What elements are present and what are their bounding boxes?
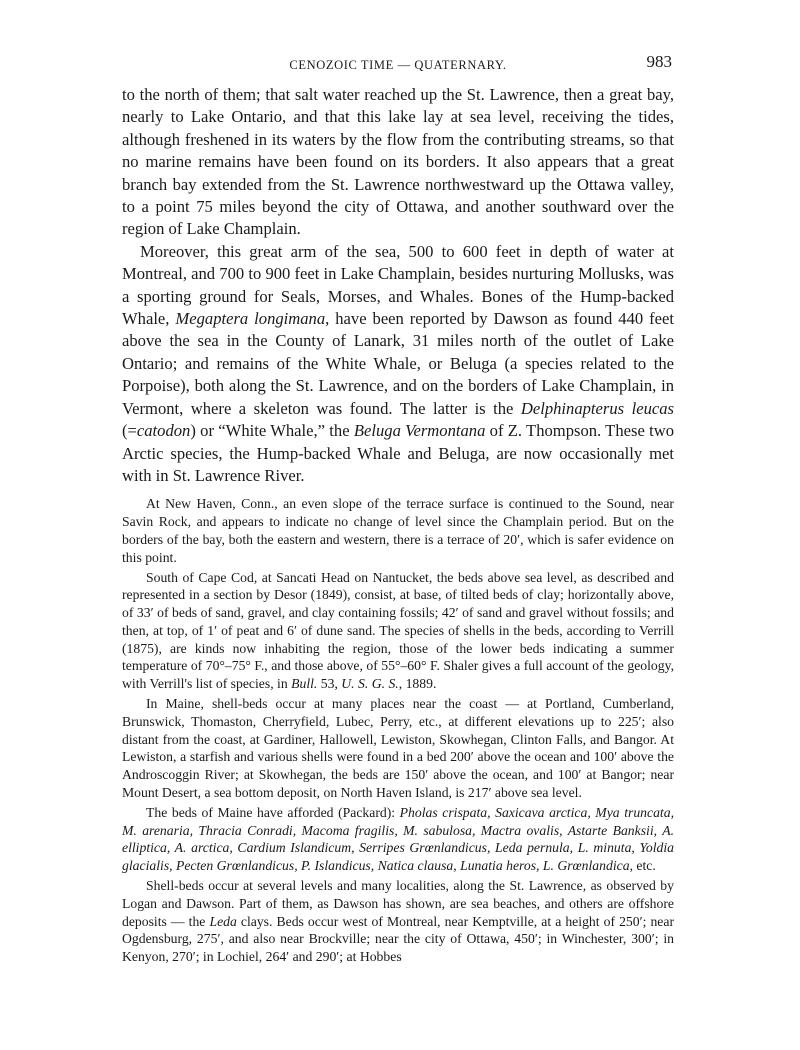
note-paragraph	[122, 877, 674, 966]
note-paragraph	[122, 804, 674, 875]
italic-run: Pholas crispata, Saxicava arctica, Mya truncata, M. arenaria, Thracia Conradi, Macoma fragilis, M. sabulosa, Mactra ovalis, Astarte Banksii, A. elliptica, A. arctica, Cardium Islandicum, Serripes Grœnlandicus, Leda pernula, L. minuta, Yoldia glacialis, Pecten Grœnlandicus, P. Islandicus, Natica clausa, Lunatia heros, L. Grœnlandica	[122, 804, 675, 874]
page-number: 983	[646, 52, 672, 71]
text-run: South of Cape Cod, at Sancati Head on Nantucket, the beds above sea level, as described and represented in a section by Desor (1849), consist, at base, of tilted beds of clay; horizontally above, of 33′ of beds of sand, gravel, and clay containing fossils; 42′ of sand and gravel without fossils; and then, at top, of 1′ of peat and 6′ of dune sand. The species of shells in the beds, according to Verrill (1875), are kinds now inhabiting the region, those of the lower beds indicating a summer temperature of 70°–75° F., and those above, of 55°–60° F. Shaler gives a full account of the geology, with Verrill's list of species, in	[122, 569, 674, 692]
text-run: to the north of them; that salt water reached up the St. Lawrence, then a great bay, nearly to Lake Ontario, and that this lake lay at sea level, receiving the tides, although freshened in its waters by the flow from the contributing streams, so that no marine remains have been found on its borders. It also appears that a great branch bay extended from the St. Lawrence northwestward up the Ottawa valley, to a point 75 miles beyond the city of Ottawa, and another southward over the region of Lake Champlain.	[122, 85, 674, 239]
text-run: Shell-beds occur at several levels and many localities, along the St. Lawrence, as observed by Logan and Dawson. Part of them, as Dawson has shown, are sea beaches, and others are offshore deposits — the	[122, 878, 674, 929]
note-paragraph	[122, 695, 674, 802]
text-run: clays. Beds occur west of Montreal, near Kemptville, at a height of 250′; near Ogdensburg, 275′, and also near Brockville; near the city of Ottawa, 450′; in Winchester, 300′; in Kenyon, 270′; in Lochiel, 264′ and 290′; at Hobbes	[122, 913, 675, 965]
italic-run: catodon	[136, 421, 191, 441]
small-print-notes	[122, 495, 674, 966]
text-run: of Z. Thompson. These two Arctic species, the Hump-backed Whale and Beluga, are now occasionally met with in St. Lawrence River.	[122, 421, 674, 485]
text-run: (=	[122, 421, 137, 441]
text-run: 53,	[317, 676, 342, 692]
text-run: Moreover, this great arm of the sea, 500 to 600 feet in depth of water at Montreal, and 700 to 900 feet in Lake Champlain, besides nurturing Mollusks, was a sporting ground for Seals, Morses, and Whales. Bones of the Hump-backed Whale,	[122, 241, 674, 329]
note-paragraph	[122, 569, 674, 694]
text-run: , 1889.	[398, 676, 437, 692]
running-head: CENOZOIC TIME — QUATERNARY.	[289, 58, 507, 72]
body-text	[122, 84, 674, 966]
paragraph	[122, 84, 674, 241]
italic-run: Megaptera longimana	[175, 309, 326, 329]
italic-run: Delphinapterus leucas	[520, 398, 674, 418]
italic-run: Bull.	[291, 676, 318, 692]
text-run: , have been reported by Dawson as found 440 feet above the sea in the County of Lanark, 31 miles north of the outlet of Lake Ontario; and remains of the White Whale, or Beluga (a species related to the Porpoise), both along the St. Lawrence, and on the borders of Lake Champlain, in Vermont, where a skeleton was found. The latter is the	[122, 309, 675, 418]
italic-run: Leda	[209, 913, 237, 929]
text-run: The beds of Maine have afforded (Packard):	[146, 804, 400, 820]
text-run: ) or “White Whale,” the	[190, 421, 354, 441]
italic-run: U. S. G. S.	[341, 676, 399, 692]
paragraph	[122, 241, 674, 487]
text-run: In Maine, shell-beds occur at many places near the coast — at Portland, Cumberland, Brunswick, Thomaston, Cherryfield, Lubec, Perry, etc., at different elevations up to 225′; also distant from the coast, at Gardiner, Hallowell, Lewiston, Skowhegan, Clinton Falls, and Bangor. At Lewiston, a starfish and various shells were found in a bed 200′ above the ocean and 100′ above the Androscoggin River; at Skowhegan, the beds are 150′ above the ocean, and 100′ at Bangor; near Mount Desert, a sea bottom deposit, on North Haven Island, is 217′ above sea level.	[122, 696, 674, 801]
note-paragraph	[122, 495, 674, 566]
text-run: , etc.	[629, 858, 656, 874]
italic-run: Beluga Vermontana	[353, 421, 486, 441]
text-run: At New Haven, Conn., an even slope of the terrace surface is continued to the Sound, near Savin Rock, and appears to indicate no change of level since the Champlain period. But on the borders of the bay, both the eastern and western, there is a terrace of 20′, which is safer evidence on this point.	[122, 496, 674, 565]
page-header	[122, 52, 674, 76]
